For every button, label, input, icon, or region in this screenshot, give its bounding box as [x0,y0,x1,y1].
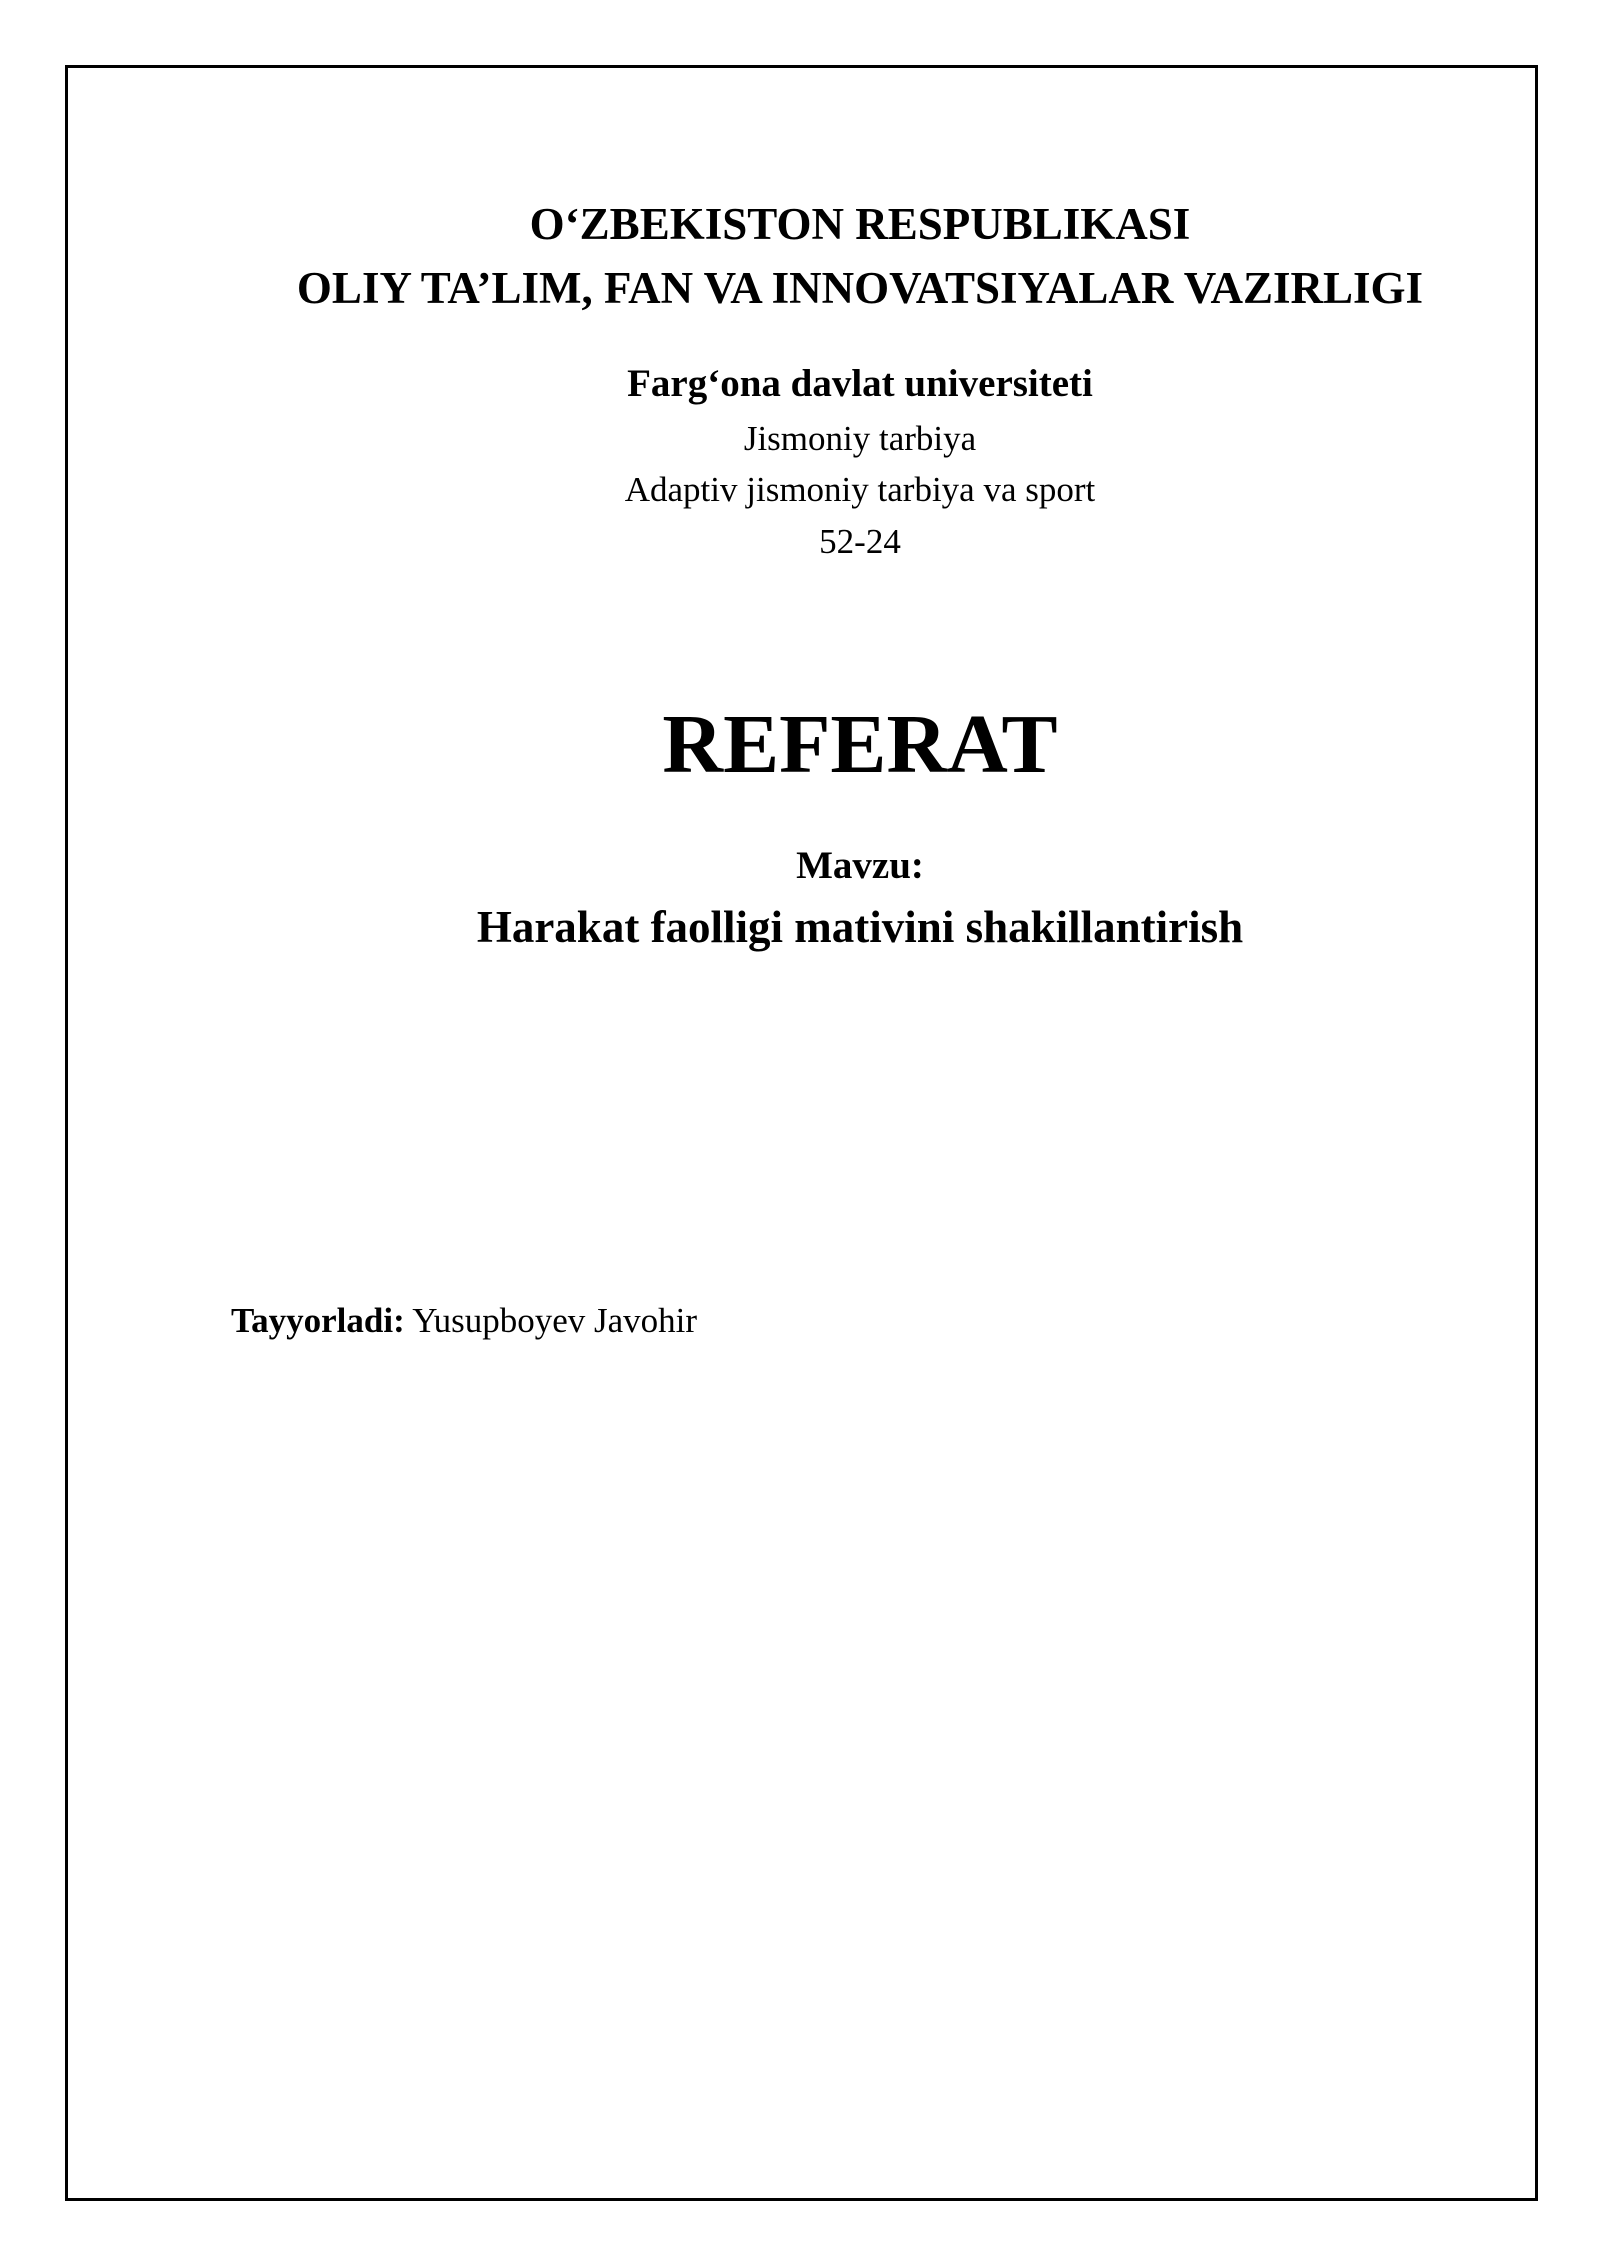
topic-label: Mavzu: [796,844,924,887]
faculty-name: Jismoniy tarbiya [743,419,977,458]
author-label: Tayyorladi: [231,1301,405,1340]
university-name: Farg‘ona davlat universiteti [627,362,1093,405]
ministry-line-1: O‘ZBEKISTON RESPUBLIKASI [529,199,1191,249]
topic-title: Harakat faolligi mativini shakillantirish [476,902,1244,952]
author-name: Yusupboyev Javohir [404,1301,698,1340]
author-line [231,1296,697,1346]
document-type-title: REFERAT [662,698,1058,791]
ministry-line-2: OLIY TA’LIM, FAN VA INNOVATSIYALAR VAZIRLIGI [296,263,1424,313]
direction-name: Adaptiv jismoniy tarbiya va sport [624,470,1096,509]
group-number: 52-24 [819,522,901,561]
